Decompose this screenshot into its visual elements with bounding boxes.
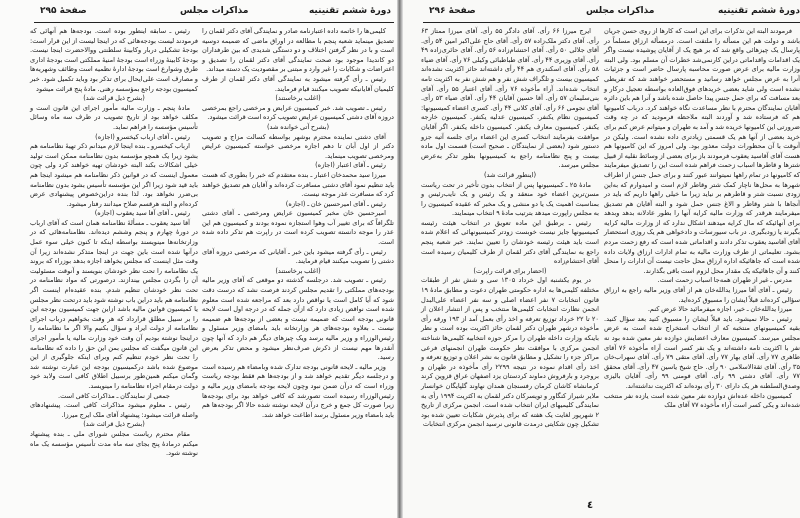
paragraph: میرزا یدالله‌خان ـ خیر، اجازه میفرمائید حالا عرض کنم.	[647, 305, 792, 314]
paragraph: رئیس ـ آقای اعتبار (اجازه)	[315, 161, 386, 170]
page-label: صفحهٔ ۲۹۵	[40, 6, 87, 16]
paragraph: رئیس ـ آقای آقا میرزا یدالله‌خان هم از آقای وزیر مالیه راجع به ارزاق سؤالی کرده‌اند قبلاً ایشان را مسبوق کرده‌اید.	[604, 286, 800, 304]
paragraph: در یوم یکشنبه اول خرداد ۱۳۰۵ سی و شش نفر از طبقات مختلفه کلیمی‌ها به اداره حکومتی طهران دعوت و مطابق مادهٔ ۱۹ قانون انتخابات ۷ نفر اعضاء اصلی و سه نفر اعضاء علی‌البدل انجمن نظارت انتخابات کلیمی‌ها منتخب و پس از انتشار اعلان از ۲۰ تا ۲۲ خرداد توزیع تعرفه و اخذ رأی بعمل آمد از ۱۹۳ ورقه رأی مأخوذه درشهر طهران دکتر لقمان حائز اکثریت بوده است و نظر باینکه وزارت داخله طهران را مرکز حوزه انتخابیه کلیمی‌ها شناخته انجمن مرکزی با موافقت نظر حکومت طهران انجمنهای فرعی مراکز جزء را تشکیل و مطابق قانون به نشر اعلان و توزیع تعرفه و اخذ رأی اقدام نموده در نتیجه ۲۲۹۹ رأی مأخوذه در طهران و بروجرد و بارفروش دماوند کردستان یزد اصفهان عراق قزوین کرند کرمانشاه کاشان کرمان رفسنجان همدان نهاوند گلپایگان خوانسار ملایر شیراز کنگاور و تویسرکان دکتر لقمان به اکثریت ۱۹۹۴ رأی به نمایندگی کلیمیهای ایران انتخاب شده است. انجمن مرکزی از تاریخ ۲ شهریور لغایت یک هفته که برای پذیرش شکایات تعیین شده بود تشکیل چون شکایتی درمدت قانونی نرسید انجمن مرکزی انتخابات	[421, 276, 599, 429]
paragraph: رئیس ـ سابقه اینطور بوده است. بودجه‌ها هم آنهائی که فرمودند لیست بودجه‌هائی که در اینجا لیست از این قرار است: بودجهٔ تشکیلی دربار وکابینهٔ سلطنتی ووالاحضرت اینجا نیست. بودجهٔ کابینهٔ وزراء است بودجهٔ امنیهٔ مملکتی است بودجهٔ اداری طرق وشوارع است بودجهٔ ادارهٔ نظمیه است وظائف وشهریه‌ها و مصارف است علی‌ایحال برای تذکر بود وباید تکمیل شود. خبر کمیسیون بودجه راجع بمؤسسه رهنی. مادهٔ پنج قرائت میشود	[30, 27, 198, 93]
paragraph: فرمودند البته این تذکرات برای این است که کارها از روی حسن جریان باشد و دولت هم این مسأله را ملتفت است. درمسأله ارزاق مسلماً در پارسال یک چیزهائی واقع شد که بر هیچ یک از آقایان پوشیده نیست واگر یک اقدامات واقداماتی دراین کارنمی‌شد خطرات آن مسلم بود. ولی البته وزارت مالیه برای عرض صورت محاسبه پارسال حاضر است و جزئیات آنرا به عرض مجلس خواهد رسانید و مستحضر خواهند شد که تفریطی نشده است ولی شاید بعضی خریدهای فوق‌العاده بواسطه تعجیل درکار و بعد مسافت که برای حمل جنس پیدا حاصل شده باشد و آنرا هم باین دائره آقایان نمایندگان محترم با نظر مساعدت نگاه خواهند کرد. درباب کامیونها هم که فرستاده شد و آوردند البته ملاحظه فرمودید که در چه وقت ضرورتی این کامیونها خریده شد و آمد به طهران و میتوانم عرض کنم برای خرید بعضی از آنها هم یک قسمتی زیادتری داده نشده است. ولیکن در آنوقت با آن محظورات دولت معذور بود. ولی امروز که این کامیونها هم هست آقای آقاسید یعقوب فرمودند باز برای بعضی از وسائط نقلیه از قبیل شترها و قاطرها اسباب زحمت فراهم شده است این را تصدیق میفرمایند که کامیونها در تمام راهها نمیتوانند عبور کنند و برای حمل جنس از اطراف شهرها به محل‌ها ناچار کمک شتر وقاطر لازم است و امیدوارم که به‌این زودی نسبت شتر و قاطرهم بر نیاید زیرا ما خیلی راهها داریم که باید در آنجاها با شتر وقاطر و الاغ جنس حمل شود و البته آقایان هم تصدیق میفرمایند هرقدر که وزارت مالیه کرایه آنها را بطور عادلانه بدهد وبدهد برای آنهائیکه که مال کرایه میدهند اشکال ندارد که از وزارت مالیه کرایه بگیرند یا زودبگیری. در باب سیورسات و دادخواهی هم یک روزی استحضار آقای آقاسید یعقوب تذکر دادند و اقداماتی شده است که رفع زحمت مردم بشود. تعلیماتی از طرف وزارت مالیه به تمام ادارات ارزاق ولایات داده شده است که جاهائیکه اداره ارزاق محل حاجت نیست آن ادارات را منحل کنند و آن جاهائیکه یک مقدار محل لزوم است باقی بگذارند.	[604, 27, 800, 275]
page-296	[401, 0, 800, 518]
paragraph: رئیس ـ آقای آقا سید یعقوب (اجازه)	[94, 209, 190, 218]
paragraph: رئیس ـ معلوم میشود مذاکرات کافی است. پیشنهادهای واصله قرائت میشود: پیشنهاد آقای ملک ایرج میرزا.	[30, 401, 198, 419]
section-note: (اغلب برخاستند)	[275, 94, 321, 103]
section-note: (بشرح آتی خوانده شد)	[266, 122, 330, 131]
text-column-right	[604, 27, 800, 411]
paragraph: آقای دشتی نماینده محترم بوشهر بواسطه کسالت مزاج و تصویب دکتر از اول آبان تا دهم اجازه مرخصی خواسته کمیسیون عرایض ومرخصی تصویب مینماید.	[202, 132, 394, 160]
paragraph: رئیس ـ رأی گرفته میشود به نمایندگی آقای دکتر لقمان از طرف کلیمیان آقایانیکه تصویب میکنند قیام فرمایند.	[202, 74, 394, 93]
page-number: ٤	[587, 500, 594, 511]
header-rule	[423, 22, 800, 23]
session-label: دورهٔ ششم تقنینیه	[308, 6, 391, 16]
paragraph: رئیس ـ برطبق این ماده تعویق در انتخاب هیئت رئیسه کمیسیونها جایز نیست خوبست زودتر کمیسیونهائی که اعلام شده است باید هیئت رئیسه خودشان را تعیین نمایند. خبر شعبه پنجم راجع به نمایندگی آقای دکتر لقمان از طرف کلیمیان رسیده است آقای احتشام‌زاده	[421, 218, 599, 266]
paragraph: رئیس ـ حالا نمیشود. باید قبلاً ایشان را مسبوق کنید بعد سؤال کنید. بقیه کمیسیونهای منتخبه که از انتخاب استخراج شده است به عرض مجلس میرسد. کمیسیون معارف اعضایش دوازده نفر معین شده بود نه نفر با اکثریت تامه داشته‌اند و یک نفر کسر است آراء مأخوذه ۷۶ آقای طاهری ۷۷ رأی. آقای بهار ۷۷ رأی. آقای متقی ۷۹ رأی. آقای سهراب‌خان ۳۵ رأی. آقای ثقة‌الاسلامی ۹۰ رأی. حاج شیخ یاسین ۴۷ رأی. آقای محقق ۷۷ رأی. آقای دشتی ۹۹ رأی. آقای فومنی ۹۹ رأی. آقایان بالیزی وصدق‌السلطنه هر یک دارای ۳۰ رأی بوده‌اند که اکثریت نداشته‌اند.	[604, 314, 800, 390]
page-295	[0, 0, 399, 518]
paragraph: رئیس ـ تصویب شد. خبر کمیسیون عرایض و مرخصی راجع بمرخصی دروزه آقای دشتی کمیسیون عرایض تصویب کرده است قرائت میشود.	[202, 103, 394, 122]
paragraph: رئیس ـ آقای امیرحسین خان ـ (اجازه)	[285, 199, 386, 208]
paragraph: رئیس ـ آقای ارباب کیخسرو (اجازه)	[95, 132, 190, 141]
session-label: دورهٔ ششم تقنینیه	[717, 6, 800, 16]
paragraph: ارباب کیخسرو ـ بنده اینجا لازم میدانم ذکر تهیهٔ نظامنامه هم بشود زیرا یک همچو مؤسسه بدون نظامنامه ممکن است تولید خیلی اشکالات بکند البته خودشان تهیه خواهند کرد ولی چون معمول اینست که در قوانین ذکر نظامنامه هم میشود اینجا هم باید قید شود زیرا اگر این مؤسسه تأسیس بشود بدون نظامنامه بی‌ضرر نخواهد بود. لذا بنده دراین‌خصوص پیشنهادی عرض کرده‌ام و البته هرقسم صلاح میدانند رفتار میشود.	[30, 142, 198, 208]
paragraph: وزیر مالیه ـ لایحه قانونی بودجه تدارک شده وبامضاء هم رسیده است و درجلسه دیگر تقدیم خواهد شد و از بودجه‌ها هم فقط بودجه ریاست وزراء است که درآن ضمن نبود وچون لایحه بودجه بامضای وزیر مالیه و رئیس‌الوزراء رسیده است تصورشد که کافی خواهد بود برای بودجه‌ها زیرا صورت کل جمع و خرج درآن لایحه نوشته شده حالا اگر بودجه‌ها هم باید بامضاء وزیر مسئول برسد اطاعت خواهد شد.	[202, 362, 394, 419]
paragraph: امیرحسین خان مخبر کمیسیون عرایض ومرخصی ـ آقای دشتی تلگرافاً که برای تغییر آب وهوا استجازه نموده بودند و کمیسیون هم این عذر را موجه دانسته تصویب کرده است در راپرت هم تذکر داده شده است.	[202, 209, 394, 247]
paragraph: آقا سید یعقوب ـ مسألهٔ نظامنامه همان است که آقای ارباب در دورهٔ چهارم و پنجم وششم دیده‌اند. نظامنامه‌هائی که در وزارتخانه‌ها مینویسند بواسطه اینکه تا کنون خیلی سوء عمل درآنها شده است باین جهت در اینجا متذکر نشده‌اند زیرا آن وقت مثل اینست که مجلس بخواهد اجازه بدهد بوزراء که بروند یک نظامنامه را تحت نظر خودشان بنویسند و آنوقت مسئولیت آن را بگردن مجلس بیندازند. درصورتی که مواد نظامنامه در تحت نظر خودشان تنظیم شدم. بنده عقیده‌ام اینست اگر نظامنامه هم باید دراین باب نوشته شود باید درتحت نظر مجلس یا کمیسیون قوانین مالیه باشد ازاین جهت کمیسیون بودجه این را بر سبیل مطلق قرارداد که هر وقت بخواهیم درباب اجرای نظامنامه از دولت ایراد و سؤال بکنیم والا اگر ما نظامنامه را دراینجا نوشته بودیم آن وقت خود وزارت مالیه یا مأمور اجرای این قانون میگفت که مجلس بمن این حق را داده که نظامنامه را تحت نظر خودم تنظیم کنم وبرای اینکه جلوگیری از این موضوع شده باشد درکمیسیون بودجه این عبارت نوشته شد وگمان میکنم همین‌طور برسبیل اطلاق کافی است ولابد خود دولت درمقام اجراء نظامنامه را مینویسد.	[30, 218, 198, 390]
header-title: مذاکرات مجلس	[586, 6, 655, 16]
book-spine	[397, 0, 403, 518]
text-column-right	[202, 27, 394, 420]
paragraph: میرزا سید محمدخان اعتبار ـ بنده معتقدم که خبر را بطوری که هست باید تنظیم نمود آقای دشتی مسافرت کرده‌اند و آقایان هم تصدیق خواهند کرد که مسافرت عذر موجه نیست.	[202, 170, 394, 199]
header-title: مذاکرات مجلس	[180, 6, 249, 16]
paragraph: ایرج میرزا ۶۶ رأی. آقای دادگر ۵۵ رأی. آقای میرزا ممتاز ۶۳ رأی. آقای دکتر ملک‌زاده ۵۷ رأی. آقای حاج علی‌اکبر امین ۵۴ رأی. آقای جلالی ۵۰ رأی. آقای احتشام‌زاده ۵۶ رأی. آقای حائری‌زاده ۴۹ رأی. آقای وزیری ۴۴ رأی. آقای طباطبائی وکیلی ۷۶ رأی. آقای ضیاء ۵۸ رأی. آقای اسکندری هم ۴۴ رأی داشته‌اند حائز اکثریت نشده‌اند کمیسیون بیست و تلگراف شش نفر و هم شش نفر به اکثریت تامه انتخاب شده‌اند. آراء مأخوذه ۷۶ رأی. آقای اعتبار ۵۵ رأی. آقای بنی‌سلیمان ۵۷ رأی. آقا حسین آقایان ۴۴ رأی. آقای ضیاء ۵۳ رأی. آقای نجومی ۶۶ رأی. آقای کلانی ۴۴ رأی. کسری اعضاء کمیسیونها: کمیسیون نظام یکنفر. کمیسیون عدلیه یکنفر. کمیسیون خارجه یکنفر. کمیسیون معارف یکنفر. کمیسیون داخله یکنفر. اگر آقایان موافقت بفرمایند انتخاب کسری این اعضاء برای جلسه آتیه جزو دستور شود (بعضی از نمایندگان ـ صحیح است) قسمت اول ماده بیست و پنج نظامنامه راجع به کمیسیونها بطور تذکر به‌عرض مجلس میرسد.	[421, 27, 599, 170]
section-note: (احضار برای قرائت راپرت)	[473, 266, 547, 275]
section-note: (بشرح ذیل قرائت شد)	[83, 420, 145, 429]
paragraph: رئیس ـ رأی گرفته میشود باین خبر ـ آقایانی که مرخصی دروزه آقای دشتی را تصویب میکنند قیام فرمایند.	[202, 247, 394, 266]
paragraph: کلیمی‌ها را خاتمه داده اعتبارنامه صادر و نمایندگی آقای دکتر لقمان را تصدیق مینماید شعبه پنجم با مطالعه در اوراق ماضی که ضمیمه دوسیه است و با در نظر گرفتن اختلاف و دو دستگی شدیدی که بین طرفداران دو کاندیدا موجود بود صحت نمایندگی آقای دکتر لقمان را تصدیق و اعتراضات و شکایات را غیر وارد و مبتنی بر مقصودیت یک دسته میداند.	[202, 27, 394, 74]
section-note: جمعی از نمایندگان ـ مذاکرات کافی است.	[58, 391, 170, 400]
page-label: صفحهٔ ۲۹۶	[429, 6, 476, 16]
section-note: (اغلب برخاستند)	[275, 266, 321, 275]
paragraph: مدرس ـ غیر از طهران همه‌جا اسباب زحمت است.	[657, 276, 792, 285]
paragraph: مادهٔ ۲۵ ـ کمیسیونها پس از انتخاب بدون تأخیر در تحت ریاست مسن‌ترین اعضاء خود منعقد و یک رئیس و یک نایب‌رئیس و بمناسبت اهمیت یک یا دو منشی و یک مخبر که عقیده کمیسیون را به مجلس راپورت میدهد بترتیب مادهٔ ۹ انتخاب مینمایند.	[421, 180, 599, 218]
header-rule	[34, 22, 394, 23]
section-note: (بشرح ذیل قرائت شد)	[83, 94, 145, 103]
paragraph: رئیس ـ تصویب شد. درجلسه گذشته دو موقعی که آقای وزیر مالیه بودجه‌های مملکتی را تقدیم مجلس کردند فرصت نشد که درست دقت شود که آیا کامل است یا نواقص دارد بعد که مراجعه شده است معلوم شده است نواقص زیادی دارد که ازآن جمله که در درجه اول است لایحه قانونی بودجه است که ضمیمه نیست و بعضی از بودجه‌ها هم ضمیمه نیست ـ بعلاوه بودجه‌های هر وزارتخانه باید بامضای وزیر مسئول و رئیس‌الوزراء و وزیر مالیه برسد ویک چیزهای دیگر هم دارد که آنها چون آنقدرها مهم نیست از ذکرش صرف‌نظر میشود و محض تذکر بعرض رسید.	[202, 276, 394, 362]
page-header	[0, 6, 399, 20]
section-note: (اینطور قرائت شد)	[483, 170, 537, 179]
paragraph: کمیسیون داخله عده‌اش دوازده نفر معین شده است یازده نفر منتخب شده‌اند و یکی کسر است آراء مأخوذه ۷۷ آقای ملک	[604, 391, 800, 410]
paragraph: مادهٔ پنجم ـ وزارت مالیه مأمور اجرای این قانون است و مکلف خواهد بود از تاریخ تصویب در ظرف سه ماه وسائل تأسیس مؤسسه را فراهم نماید.	[30, 103, 198, 131]
text-column-left	[30, 27, 198, 459]
text-column-left	[421, 27, 599, 430]
paragraph: مقام محترم ریاست مجلس شورای ملی ـ بنده پیشنهاد میکنم درمادهٔ پنج بجای سه ماه مدت تأسیس مؤسسه یک ماه نوشته شود.	[30, 429, 198, 458]
page-header	[401, 6, 800, 20]
